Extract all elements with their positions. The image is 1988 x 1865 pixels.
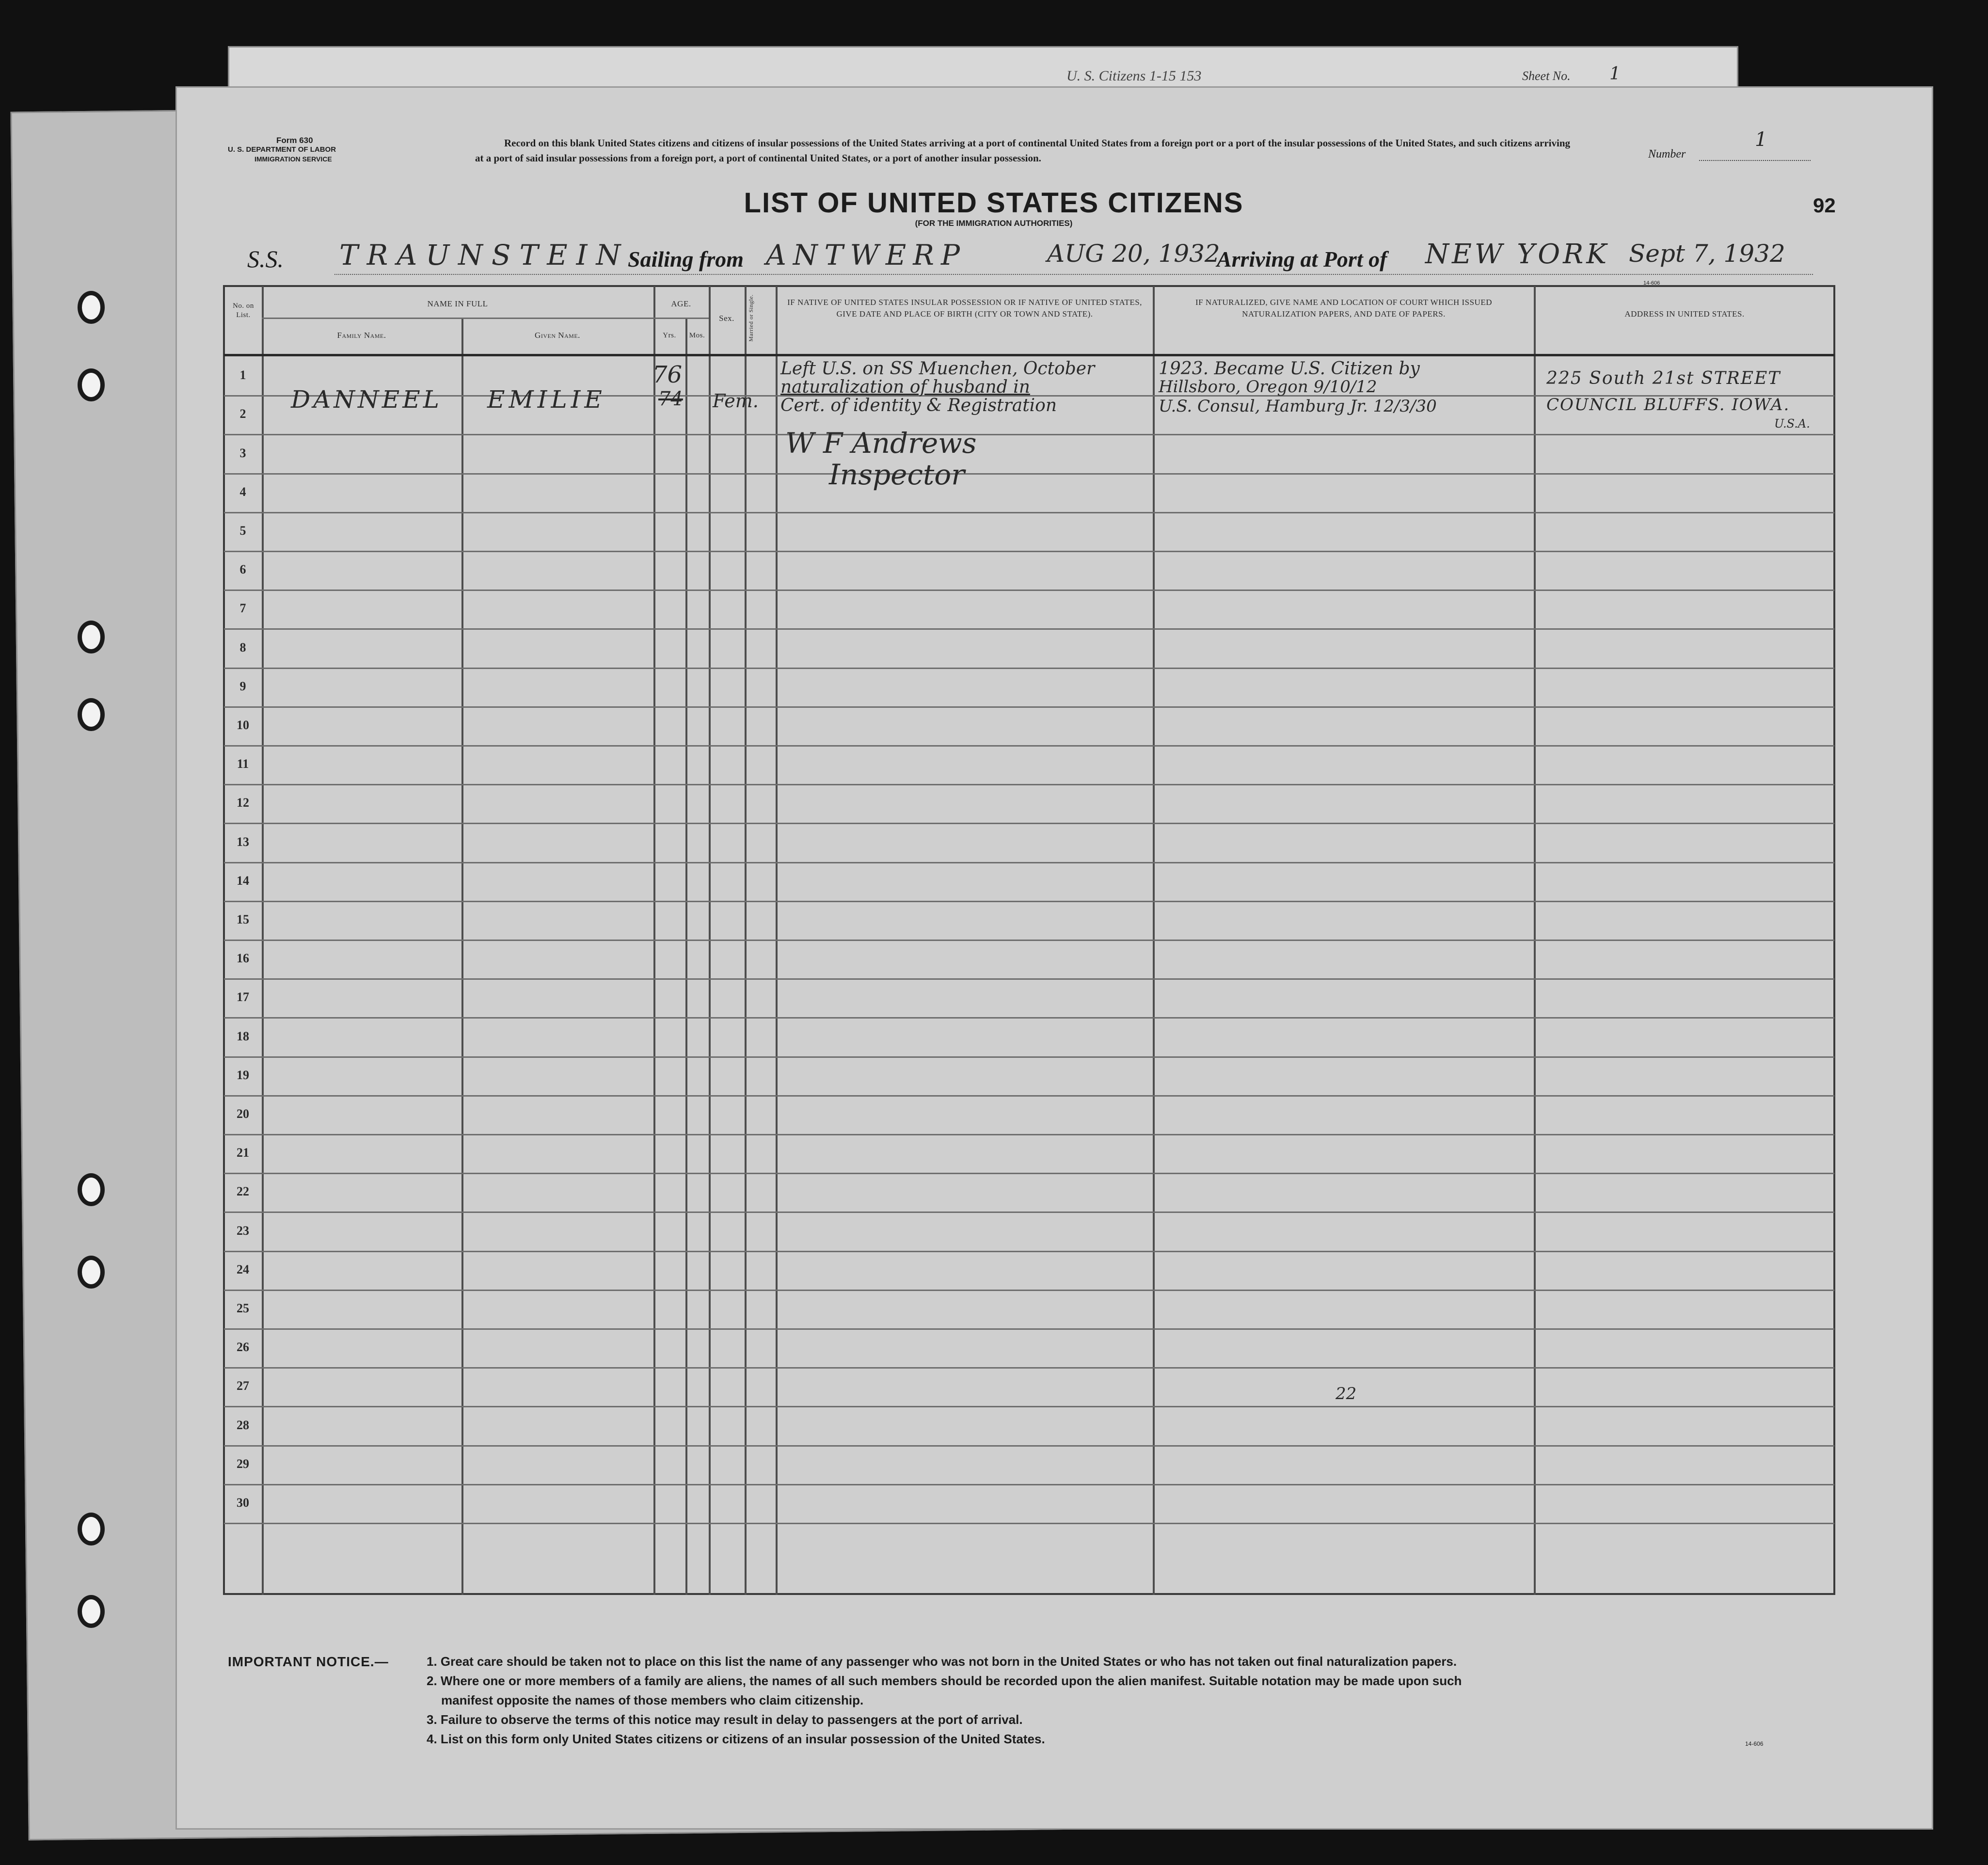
row-number: 4 bbox=[239, 485, 246, 499]
row-number: 16 bbox=[237, 951, 249, 965]
col-yrs: Yrs. bbox=[663, 332, 676, 339]
sailing-label: Sailing from bbox=[628, 247, 744, 271]
row-line bbox=[224, 901, 1834, 902]
inspector-title: Inspector bbox=[829, 458, 965, 491]
arrive-date: Sept 7, 1932 bbox=[1629, 239, 1785, 268]
row-number: 19 bbox=[237, 1068, 249, 1082]
col-name-in-full: NAME IN FULL bbox=[427, 299, 488, 308]
ship-name: TRAUNSTEIN bbox=[339, 239, 630, 271]
department: U. S. DEPARTMENT OF LABOR bbox=[228, 145, 336, 154]
entry-nat-line3: U.S. Consul, Hamburg Jr. 12/3/30 bbox=[1159, 397, 1437, 416]
entry-nat-line1: 1923. Became U.S. Citizen by bbox=[1159, 359, 1420, 379]
row-number: 7 bbox=[239, 601, 246, 615]
row-line bbox=[224, 940, 1834, 941]
row-line bbox=[224, 1328, 1834, 1330]
col-given-name: Given Name. bbox=[535, 331, 580, 340]
col-married: Married or Single. bbox=[747, 294, 754, 342]
print-code: 14-606 bbox=[1643, 280, 1660, 286]
row-number: 12 bbox=[237, 796, 249, 810]
row-number: 1 bbox=[239, 368, 246, 382]
entry-address-line2: COUNCIL BLUFFS. IOWA. bbox=[1546, 395, 1790, 414]
row-number: 2 bbox=[239, 407, 246, 421]
row-number: 5 bbox=[239, 524, 246, 538]
row-line bbox=[224, 1056, 1834, 1058]
col-naturalized: IF NATURALIZED, GIVE NAME AND LOCATION OF COURT WHICH ISSUED NATURALIZATION PAPERS, AND DATE OF PAPERS. bbox=[1195, 298, 1492, 319]
row-number: 18 bbox=[237, 1029, 249, 1043]
row-line bbox=[224, 551, 1834, 552]
row-line bbox=[224, 1290, 1834, 1291]
row-line bbox=[224, 1173, 1834, 1174]
column-divider bbox=[685, 318, 687, 1595]
entry-native-line3: Cert. of identity & Registration bbox=[780, 396, 1057, 415]
stray-mark: 22 bbox=[1336, 1384, 1357, 1403]
col-family-name: Family Name. bbox=[337, 331, 386, 340]
row-line bbox=[224, 706, 1834, 708]
row-line bbox=[224, 784, 1834, 785]
col-sex: Sex. bbox=[719, 314, 734, 323]
row-number: 25 bbox=[237, 1301, 249, 1315]
row-number: 29 bbox=[237, 1457, 249, 1471]
punch-hole bbox=[78, 1595, 105, 1628]
row-line bbox=[224, 628, 1834, 630]
row-line bbox=[224, 1406, 1834, 1407]
row-line bbox=[224, 1095, 1834, 1097]
top-strip-title: U. S. Citizens 1-15 153 bbox=[1066, 68, 1202, 84]
row-number: 9 bbox=[239, 679, 246, 693]
row-line bbox=[224, 1484, 1834, 1485]
row-number: 3 bbox=[239, 446, 246, 460]
entry-nat-line2: Hillsboro, Oregon 9/10/12 bbox=[1159, 377, 1377, 397]
row-number: 26 bbox=[237, 1340, 249, 1354]
col-address: ADDRESS IN UNITED STATES. bbox=[1624, 309, 1745, 319]
row-line bbox=[224, 1134, 1834, 1135]
header-subline bbox=[653, 318, 709, 319]
instructions: Record on this blank United States citizens and citizens of insular possessions of the United States arriving at a port of continental United States from a foreign port or a port of the insular possessions of the United States, and such citizens arriving at a port of said insular possessions from a foreign port, a port of continental United States, or a port of another insular possession. bbox=[475, 137, 1571, 164]
row-line bbox=[224, 1211, 1834, 1213]
inspector-signature: W F Andrews bbox=[785, 427, 977, 460]
entry-age-yrs: 76 bbox=[652, 361, 683, 388]
row-line bbox=[224, 978, 1834, 980]
number-value: 1 bbox=[1755, 128, 1767, 151]
header-bottom-rule bbox=[224, 354, 1834, 356]
header-subline bbox=[262, 318, 653, 319]
notice-item-3: 3. Failure to observe the terms of this notice may result in delay to passengers at the port of arrival. bbox=[427, 1712, 1023, 1727]
page-title: LIST OF UNITED STATES CITIZENS bbox=[744, 187, 1244, 219]
entry-native-line2: naturalization of husband in bbox=[780, 377, 1030, 397]
voyage-underline bbox=[334, 274, 1813, 275]
punch-hole bbox=[78, 1173, 105, 1206]
port-to: NEW YORK bbox=[1425, 239, 1610, 270]
row-line bbox=[224, 668, 1834, 669]
col-mos: Mos. bbox=[689, 332, 705, 339]
row-number: 14 bbox=[237, 874, 249, 888]
row-number: 8 bbox=[239, 640, 246, 654]
row-number: 10 bbox=[237, 718, 249, 732]
entry-age-mos: 74 bbox=[658, 388, 683, 410]
row-number: 20 bbox=[237, 1107, 249, 1121]
entry-given-name: EMILIE bbox=[487, 385, 606, 414]
depart-date: AUG 20, 1932 bbox=[1047, 239, 1220, 268]
number-underline bbox=[1699, 160, 1811, 161]
row-line bbox=[224, 1017, 1834, 1019]
row-line bbox=[224, 1523, 1834, 1524]
row-number: 24 bbox=[237, 1262, 249, 1276]
sheet-label: Sheet No. bbox=[1522, 69, 1571, 83]
notice-item-1: 1. Great care should be taken not to place on this list the name of any passenger who was not born in the United States or who has not taken out final naturalization papers. bbox=[427, 1654, 1457, 1669]
notice-item-4: 4. List on this form only United States citizens or citizens of an insular possession of the United States. bbox=[427, 1732, 1045, 1746]
entry-address-line1: 225 South 21st STREET bbox=[1546, 368, 1781, 388]
port-from: ANTWERP bbox=[766, 239, 967, 271]
row-number: 13 bbox=[237, 835, 249, 849]
row-line bbox=[224, 823, 1834, 824]
row-line bbox=[224, 473, 1834, 475]
sheet-value: 1 bbox=[1609, 64, 1621, 84]
entry-address-line3: U.S.A. bbox=[1774, 417, 1810, 430]
row-number: 6 bbox=[239, 562, 246, 576]
number-label: Number bbox=[1648, 148, 1686, 160]
notice-heading: IMPORTANT NOTICE.— bbox=[228, 1654, 389, 1669]
punch-hole bbox=[78, 698, 105, 731]
row-number: 15 bbox=[237, 912, 249, 926]
notice-item-2a: 2. Where one or more members of a family are aliens, the names of all such members should be recorded upon the alien manifest. Suitable notation may be made upon such bbox=[427, 1674, 1462, 1688]
row-number: 21 bbox=[237, 1146, 249, 1160]
row-line bbox=[224, 590, 1834, 591]
entry-family-name: DANNEEL bbox=[291, 385, 442, 414]
entry-native-line1: Left U.S. on SS Muenchen, October bbox=[780, 359, 1095, 379]
row-number: 30 bbox=[237, 1496, 249, 1510]
arriving-label: Arriving at Port of bbox=[1217, 247, 1387, 271]
row-number: 11 bbox=[237, 757, 249, 771]
service: IMMIGRATION SERVICE bbox=[254, 155, 332, 163]
punch-hole bbox=[78, 291, 105, 324]
col-native: IF NATIVE OF UNITED STATES INSULAR POSSESSION OR IF NATIVE OF UNITED STATES, GIVE DATE AND PLACE OF BIRTH (CITY OR TOWN AND STATE). bbox=[787, 298, 1142, 319]
punch-hole bbox=[78, 368, 105, 401]
row-line bbox=[224, 862, 1834, 863]
punch-hole bbox=[78, 621, 105, 654]
row-number: 27 bbox=[237, 1379, 249, 1393]
row-line bbox=[224, 1367, 1834, 1369]
row-line bbox=[224, 1445, 1834, 1447]
row-line bbox=[224, 1251, 1834, 1252]
page-number: 92 bbox=[1813, 194, 1836, 217]
col-age: AGE. bbox=[671, 299, 691, 308]
entry-sex: Fem. bbox=[713, 390, 759, 412]
col-no: No. on List. bbox=[233, 302, 254, 319]
row-number: 28 bbox=[237, 1418, 249, 1432]
punch-hole bbox=[78, 1513, 105, 1546]
form-number: Form 630 bbox=[276, 136, 313, 145]
punch-hole bbox=[78, 1256, 105, 1289]
row-number: 17 bbox=[237, 990, 249, 1004]
row-number: 23 bbox=[237, 1224, 249, 1238]
page-subtitle: (FOR THE IMMIGRATION AUTHORITIES) bbox=[915, 219, 1073, 228]
notice-code: 14-606 bbox=[1745, 1740, 1764, 1747]
ss-label: S.S. bbox=[247, 245, 284, 272]
row-line bbox=[224, 434, 1834, 435]
row-line bbox=[224, 512, 1834, 513]
column-divider bbox=[461, 318, 463, 1595]
notice-item-2b: manifest opposite the names of those members who claim citizenship. bbox=[441, 1693, 864, 1707]
row-line bbox=[224, 745, 1834, 747]
row-number: 22 bbox=[237, 1184, 249, 1198]
